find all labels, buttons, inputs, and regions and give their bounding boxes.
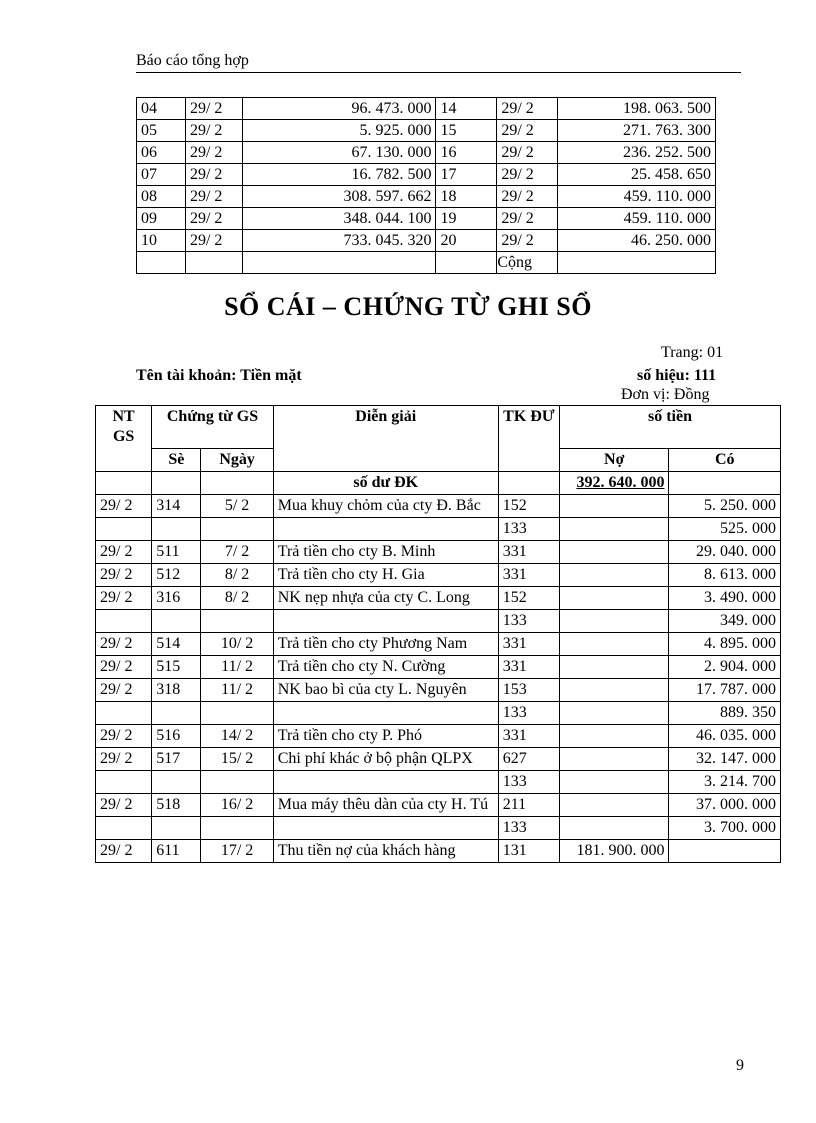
ledger-row: [96, 541, 781, 564]
ledger-voucher-no: 512: [152, 564, 201, 587]
ledger-voucher-no: 511: [152, 541, 201, 564]
ledger-credit: [669, 840, 781, 863]
ledger-tk-du: 331: [498, 725, 559, 748]
ledger-debit: [560, 748, 669, 771]
ledger-nt-gs: 29/ 2: [96, 656, 152, 679]
summary-no: 19: [436, 208, 497, 230]
summary-row: [137, 230, 716, 252]
ledger-voucher-no: [152, 702, 201, 725]
ledger-description: Mua máy thêu dàn của cty H. Tú: [273, 794, 498, 817]
ledger-nt-gs: 29/ 2: [96, 633, 152, 656]
summary-amount: 46. 250. 000: [558, 230, 716, 252]
header-title: Báo cáo tổng hợp: [136, 52, 249, 69]
ledger-voucher-date: 8/ 2: [201, 564, 273, 587]
ledger-description: Mua khuy chỏm của cty Đ. Bắc: [273, 495, 498, 518]
ledger-debit: [560, 564, 669, 587]
header-co: Có: [669, 449, 781, 472]
ledger-row: [96, 587, 781, 610]
summary-date: 29/ 2: [185, 120, 242, 142]
ledger-description: Thu tiền nợ của khách hàng: [273, 840, 498, 863]
summary-date: 29/ 2: [185, 230, 242, 252]
ledger-description: Trả tiền cho cty B. Minh: [273, 541, 498, 564]
ledger-tk-du: 331: [498, 541, 559, 564]
ledger-credit: 17. 787. 000: [669, 679, 781, 702]
ledger-nt-gs: [96, 817, 152, 840]
summary-amount: 16. 782. 500: [242, 164, 436, 186]
ledger-description: Trả tiền cho cty P. Phó: [273, 725, 498, 748]
opening-debit: 392. 640. 000: [560, 472, 669, 495]
ledger-row: [96, 610, 781, 633]
summary-row: [137, 120, 716, 142]
ledger-nt-gs: 29/ 2: [96, 679, 152, 702]
ledger-row: [96, 794, 781, 817]
ledger-credit: 29. 040. 000: [669, 541, 781, 564]
summary-amount: 308. 597. 662: [242, 186, 436, 208]
ledger-voucher-date: [201, 817, 273, 840]
summary-date: 29/ 2: [497, 186, 558, 208]
summary-date: 29/ 2: [497, 120, 558, 142]
header-no: Nợ: [560, 449, 669, 472]
ledger-credit: 889. 350: [669, 702, 781, 725]
ledger-tk-du: 133: [498, 610, 559, 633]
summary-no: 08: [137, 186, 186, 208]
ledger-description: [273, 518, 498, 541]
ledger-voucher-date: 14/ 2: [201, 725, 273, 748]
header-voucher: Chứng từ GS: [152, 406, 274, 449]
ledger-debit: [560, 725, 669, 748]
ledger-credit: 3. 490. 000: [669, 587, 781, 610]
ledger-tk-du: 133: [498, 771, 559, 794]
ledger-voucher-date: 8/ 2: [201, 587, 273, 610]
summary-no: 04: [137, 98, 186, 120]
ledger-voucher-date: 10/ 2: [201, 633, 273, 656]
summary-amount: 733. 045. 320: [242, 230, 436, 252]
summary-row: [137, 164, 716, 186]
ledger-tk-du: 627: [498, 748, 559, 771]
ledger-debit: [560, 702, 669, 725]
summary-total-label: Cộng: [497, 252, 558, 274]
ledger-credit: 3. 700. 000: [669, 817, 781, 840]
ledger-row: [96, 725, 781, 748]
opening-balance-row: [96, 472, 781, 495]
ledger-header-row: [96, 406, 781, 449]
ledger-description: [273, 610, 498, 633]
summary-date: 29/ 2: [185, 186, 242, 208]
ledger-voucher-date: 5/ 2: [201, 495, 273, 518]
header-description: Diễn giải: [273, 406, 498, 472]
account-number: số hiệu: 111: [637, 367, 717, 384]
summary-date: 29/ 2: [497, 164, 558, 186]
header-ngay: Ngày: [201, 449, 273, 472]
summary-date: 29/ 2: [185, 208, 242, 230]
page-label: Trang: 01: [661, 344, 724, 361]
ledger-debit: [560, 610, 669, 633]
ledger-row: [96, 518, 781, 541]
summary-amount: 198. 063. 500: [558, 98, 716, 120]
ledger-tk-du: 153: [498, 679, 559, 702]
ledger-description: [273, 817, 498, 840]
ledger-debit: [560, 541, 669, 564]
summary-date: 29/ 2: [497, 142, 558, 164]
summary-no: 09: [137, 208, 186, 230]
page-number: 9: [736, 1057, 744, 1074]
ledger-voucher-no: [152, 610, 201, 633]
summary-amount: 96. 473. 000: [242, 98, 436, 120]
header-tk-du: TK ĐƯ: [498, 406, 559, 472]
ledger-title: SỔ CÁI – CHỨNG TỪ GHI SỔ: [224, 292, 592, 321]
summary-table: [136, 97, 716, 274]
ledger-row: [96, 748, 781, 771]
ledger-description: Trả tiền cho cty H. Gia: [273, 564, 498, 587]
summary-row: [137, 98, 716, 120]
ledger-row: [96, 771, 781, 794]
ledger-credit: 2. 904. 000: [669, 656, 781, 679]
ledger-debit: [560, 794, 669, 817]
ledger-description: NK nẹp nhựa của cty C. Long: [273, 587, 498, 610]
ledger-row: [96, 633, 781, 656]
ledger-voucher-no: 515: [152, 656, 201, 679]
header-so: Sè: [152, 449, 201, 472]
ledger-voucher-date: [201, 518, 273, 541]
ledger-tk-du: 133: [498, 518, 559, 541]
ledger-nt-gs: 29/ 2: [96, 725, 152, 748]
opening-label: số dư ĐK: [273, 472, 498, 495]
ledger-nt-gs: 29/ 2: [96, 564, 152, 587]
summary-amount: 236. 252. 500: [558, 142, 716, 164]
ledger-tk-du: 133: [498, 817, 559, 840]
summary-date: 29/ 2: [185, 142, 242, 164]
ledger-nt-gs: 29/ 2: [96, 794, 152, 817]
ledger-debit: [560, 771, 669, 794]
ledger-tk-du: 331: [498, 633, 559, 656]
ledger-credit: 4. 895. 000: [669, 633, 781, 656]
ledger-voucher-no: 516: [152, 725, 201, 748]
ledger-credit: 3. 214. 700: [669, 771, 781, 794]
summary-amount: 271. 763. 300: [558, 120, 716, 142]
ledger-nt-gs: [96, 610, 152, 633]
ledger-nt-gs: [96, 771, 152, 794]
summary-row: [137, 208, 716, 230]
ledger-description: [273, 771, 498, 794]
ledger-nt-gs: 29/ 2: [96, 587, 152, 610]
ledger-description: Trả tiền cho cty Phương Nam: [273, 633, 498, 656]
ledger-tk-du: 152: [498, 495, 559, 518]
summary-date: 29/ 2: [497, 230, 558, 252]
summary-date: 29/ 2: [497, 208, 558, 230]
ledger-credit: 5. 250. 000: [669, 495, 781, 518]
summary-amount: 348. 044. 100: [242, 208, 436, 230]
summary-no: 06: [137, 142, 186, 164]
summary-no: 17: [436, 164, 497, 186]
summary-no: 16: [436, 142, 497, 164]
ledger-tk-du: 133: [498, 702, 559, 725]
summary-amount: 67. 130. 000: [242, 142, 436, 164]
ledger-voucher-no: 318: [152, 679, 201, 702]
summary-amount: 25. 458. 650: [558, 164, 716, 186]
summary-no: 14: [436, 98, 497, 120]
currency-unit: Đơn vị: Đồng: [621, 386, 710, 403]
ledger-voucher-no: 611: [152, 840, 201, 863]
summary-amount: 459. 110. 000: [558, 208, 716, 230]
ledger-voucher-date: 11/ 2: [201, 679, 273, 702]
ledger-voucher-date: [201, 771, 273, 794]
header-nt-gs: NT GS: [96, 406, 152, 472]
ledger-credit: 46. 035. 000: [669, 725, 781, 748]
ledger-description: NK bao bì của cty L. Nguyên: [273, 679, 498, 702]
ledger-row: [96, 656, 781, 679]
ledger-nt-gs: 29/ 2: [96, 748, 152, 771]
ledger-voucher-no: [152, 817, 201, 840]
summary-no: 15: [436, 120, 497, 142]
ledger-voucher-date: 7/ 2: [201, 541, 273, 564]
ledger-debit: [560, 587, 669, 610]
ledger-debit: 181. 900. 000: [560, 840, 669, 863]
summary-no: 20: [436, 230, 497, 252]
ledger-nt-gs: 29/ 2: [96, 495, 152, 518]
page-header: [136, 48, 741, 73]
summary-row: [137, 186, 716, 208]
ledger-debit: [560, 495, 669, 518]
summary-no: 10: [137, 230, 186, 252]
ledger-debit: [560, 518, 669, 541]
ledger-nt-gs: 29/ 2: [96, 840, 152, 863]
ledger-debit: [560, 679, 669, 702]
ledger-tk-du: 331: [498, 656, 559, 679]
ledger-debit: [560, 633, 669, 656]
ledger-row: [96, 840, 781, 863]
ledger-row: [96, 564, 781, 587]
ledger-tk-du: 131: [498, 840, 559, 863]
ledger-voucher-no: 316: [152, 587, 201, 610]
summary-no: 07: [137, 164, 186, 186]
ledger-description: Chi phí khác ở bộ phận QLPX: [273, 748, 498, 771]
ledger-credit: 525. 000: [669, 518, 781, 541]
ledger-voucher-date: 17/ 2: [201, 840, 273, 863]
ledger-nt-gs: [96, 518, 152, 541]
summary-total-row: [137, 252, 716, 274]
ledger-row: [96, 679, 781, 702]
ledger-description: [273, 702, 498, 725]
ledger-voucher-no: 518: [152, 794, 201, 817]
ledger-voucher-date: 16/ 2: [201, 794, 273, 817]
ledger-voucher-date: [201, 702, 273, 725]
ledger-debit: [560, 656, 669, 679]
ledger-row: [96, 495, 781, 518]
summary-date: 29/ 2: [497, 98, 558, 120]
ledger-credit: 349. 000: [669, 610, 781, 633]
summary-date: 29/ 2: [185, 98, 242, 120]
summary-amount: 459. 110. 000: [558, 186, 716, 208]
ledger-nt-gs: 29/ 2: [96, 541, 152, 564]
summary-date: 29/ 2: [185, 164, 242, 186]
ledger-voucher-no: 514: [152, 633, 201, 656]
ledger-tk-du: 331: [498, 564, 559, 587]
ledger-credit: 37. 000. 000: [669, 794, 781, 817]
ledger-voucher-no: [152, 518, 201, 541]
header-amount: số tiền: [560, 406, 781, 449]
summary-row: [137, 142, 716, 164]
summary-no: 18: [436, 186, 497, 208]
ledger-description: Trả tiền cho cty N. Cường: [273, 656, 498, 679]
summary-amount: 5. 925. 000: [242, 120, 436, 142]
ledger-row: [96, 817, 781, 840]
ledger-tk-du: 211: [498, 794, 559, 817]
ledger-nt-gs: [96, 702, 152, 725]
ledger-tk-du: 152: [498, 587, 559, 610]
ledger-row: [96, 702, 781, 725]
summary-no: 05: [137, 120, 186, 142]
ledger-voucher-date: [201, 610, 273, 633]
ledger-credit: 32. 147. 000: [669, 748, 781, 771]
ledger-voucher-no: [152, 771, 201, 794]
account-name: Tên tài khoản: Tiền mặt: [136, 367, 302, 384]
ledger-debit: [560, 817, 669, 840]
ledger-voucher-no: 314: [152, 495, 201, 518]
ledger-table: [95, 405, 781, 863]
ledger-voucher-no: 517: [152, 748, 201, 771]
ledger-credit: 8. 613. 000: [669, 564, 781, 587]
ledger-voucher-date: 15/ 2: [201, 748, 273, 771]
ledger-voucher-date: 11/ 2: [201, 656, 273, 679]
